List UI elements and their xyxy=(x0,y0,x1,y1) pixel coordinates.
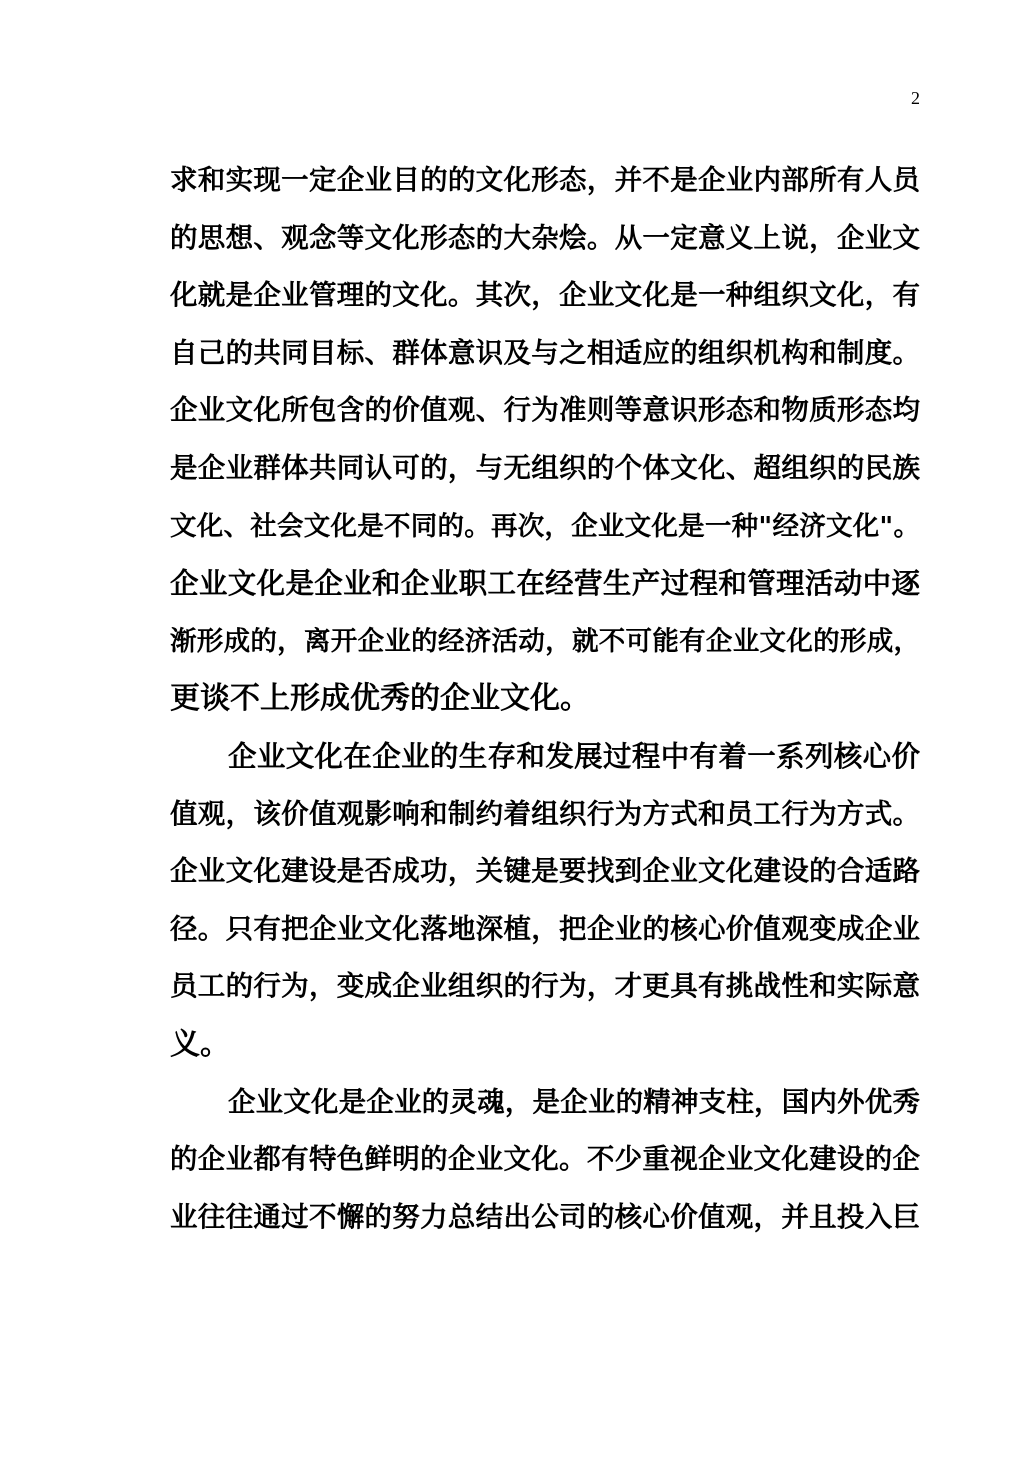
text-line: 企业文化是企业和企业职工在经营生产过程和管理活动中逐 xyxy=(170,566,920,601)
text-line: 更谈不上形成优秀的企业文化。 xyxy=(170,681,590,717)
paragraph-2 xyxy=(170,728,920,1074)
document-body xyxy=(170,152,920,1246)
text-line: 求和实现一定企业目的的文化形态，并不是企业内部所有人员 xyxy=(170,164,920,196)
text-line: 企业文化在企业的生存和发展过程中有着一系列核心价 xyxy=(228,738,920,773)
text-line: 业往往通过不懈的努力总结出公司的核心价值观，并且投入巨 xyxy=(170,1200,920,1233)
text-line: 企业文化建设是否成功，关键是要找到企业文化建设的合适路 xyxy=(170,855,920,888)
text-line: 义。 xyxy=(170,1026,230,1062)
text-line: 化就是企业管理的文化。其次，企业文化是一种组织文化，有 xyxy=(170,279,920,312)
text-line: 的思想、观念等文化形态的大杂烩。从一定意义上说，企业文 xyxy=(170,221,920,254)
text-line: 渐形成的，离开企业的经济活动，就不可能有企业文化的形成， xyxy=(170,625,920,657)
text-line: 自己的共同目标、群体意识及与之相适应的组织机构和制度。 xyxy=(170,336,920,369)
text-line: 文化、社会文化是不同的。再次，企业文化是一种"经济文化"。 xyxy=(170,510,920,542)
text-line: 值观，该价值观影响和制约着组织行为方式和员工行为方式。 xyxy=(170,797,920,830)
page-number: 2 xyxy=(911,88,920,108)
text-line: 径。只有把企业文化落地深植，把企业的核心价值观变成企业 xyxy=(170,912,920,945)
text-line: 企业文化是企业的灵魂，是企业的精神支柱，国内外优秀 xyxy=(228,1085,920,1118)
text-line: 的企业都有特色鲜明的企业文化。不少重视企业文化建设的企 xyxy=(170,1143,920,1176)
paragraph-3 xyxy=(170,1074,920,1247)
text-line: 是企业群体共同认可的，与无组织的个体文化、超组织的民族 xyxy=(170,451,920,484)
text-line: 员工的行为，变成企业组织的行为，才更具有挑战性和实际意 xyxy=(170,970,920,1003)
paragraph-1 xyxy=(170,152,920,728)
text-line: 企业文化所包含的价值观、行为准则等意识形态和物质形态均 xyxy=(170,394,920,427)
